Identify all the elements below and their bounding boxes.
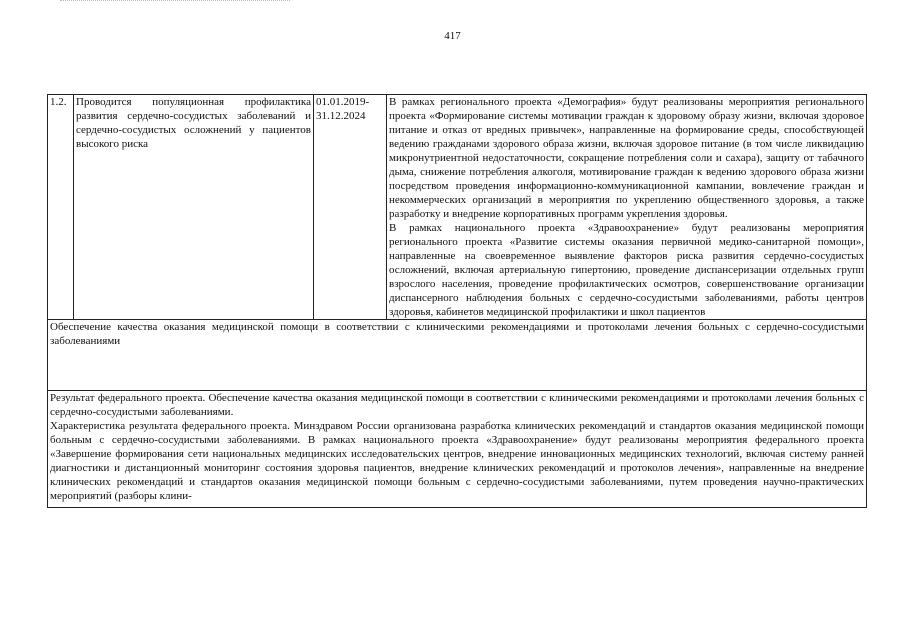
page-number: 417 bbox=[444, 30, 461, 42]
federal-result-characteristic: Характеристика результата федерального проекта. Минздравом России организована разработка клинических рекомендаций и стандартов оказания медицинской помощи больным с сердечно-сосудистыми заболеваниями. В рамках национального проекта «Здравоохранение» будут реализованы мероприятия федерального проекта «Завершение формирования сети национальных медицинских исследовательских центров, внедрение инновационных медицинских технологий, включая систему ранней диагностики и дистанционный мониторинг состояния здоровья пациентов, внедрение клинических рекомендаций и протоколов лечения», направленные на внедрение клинических рекомендаций и стандартов оказания медицинской помощи больным с сердечно-сосудистыми заболеваниями, путем проведения научно-практических мероприятий (разборы клини- bbox=[50, 420, 864, 502]
description-paragraph-2: В рамках национального проекта «Здравоохранение» будут реализованы мероприятия регионального проекта «Развитие системы оказания первичной медико-санитарной помощи», направленные на своевременное выявление факторов риска развития сердечно-сосудистых осложнений, включая артериальную гипертонию, проведение диспансеризации отдельных групп взрослого населения, проведение профилактических осмотров, совершенствование организации диспансерного наблюдения больных с сердечно-сосудистыми заболеваниями, работы центров здоровья, кабинетов медицинской профилактики и школ пациентов bbox=[389, 222, 864, 318]
scan-artifact bbox=[60, 0, 290, 5]
activity-text: Проводится популяционная профилактика развития сердечно-сосудистых заболеваний и сердечно-сосудистых осложнений у пациентов высокого риска bbox=[74, 95, 314, 320]
table-row-1-2 bbox=[48, 95, 867, 320]
period-text: 01.01.2019-31.12.2024 bbox=[314, 95, 387, 320]
description-cell bbox=[387, 95, 867, 320]
action-plan-table bbox=[47, 94, 867, 508]
federal-result-row bbox=[48, 391, 867, 508]
quality-section-heading: Обеспечение качества оказания медицинской помощи в соответствии с клиническими рекомендациями и протоколами лечения больных с сердечно-сосудистыми заболеваниями bbox=[48, 320, 867, 391]
description-paragraph-1: В рамках регионального проекта «Демография» будут реализованы мероприятия регионального проекта «Формирование системы мотивации граждан к здоровому образу жизни, включая здоровое питание и отказ от вредных привычек», направленные на формирование среды, способствующей ведению гражданами здорового образа жизни, включая здоровое питание (в том числе ликвидацию микронутриентной недостаточности, сокращение потребления соли и сахара), защиту от табачного дыма, снижение потребления алкоголя, мотивирование граждан к ведению здорового образа жизни посредством проведения информационно-коммуникационной кампании, вовлечение граждан и некоммерческих организаций в мероприятия по укреплению общественного здоровья, а также разработку и внедрение корпоративных программ укрепления здоровья. bbox=[389, 96, 864, 220]
federal-result-cell bbox=[48, 391, 867, 508]
row-number: 1.2. bbox=[48, 95, 74, 320]
section-heading-row bbox=[48, 320, 867, 391]
federal-result-line: Результат федерального проекта. Обеспечение качества оказания медицинской помощи в соответствии с клиническими рекомендациями и протоколами лечения больных с сердечно-сосудистыми заболеваниями. bbox=[50, 392, 864, 418]
